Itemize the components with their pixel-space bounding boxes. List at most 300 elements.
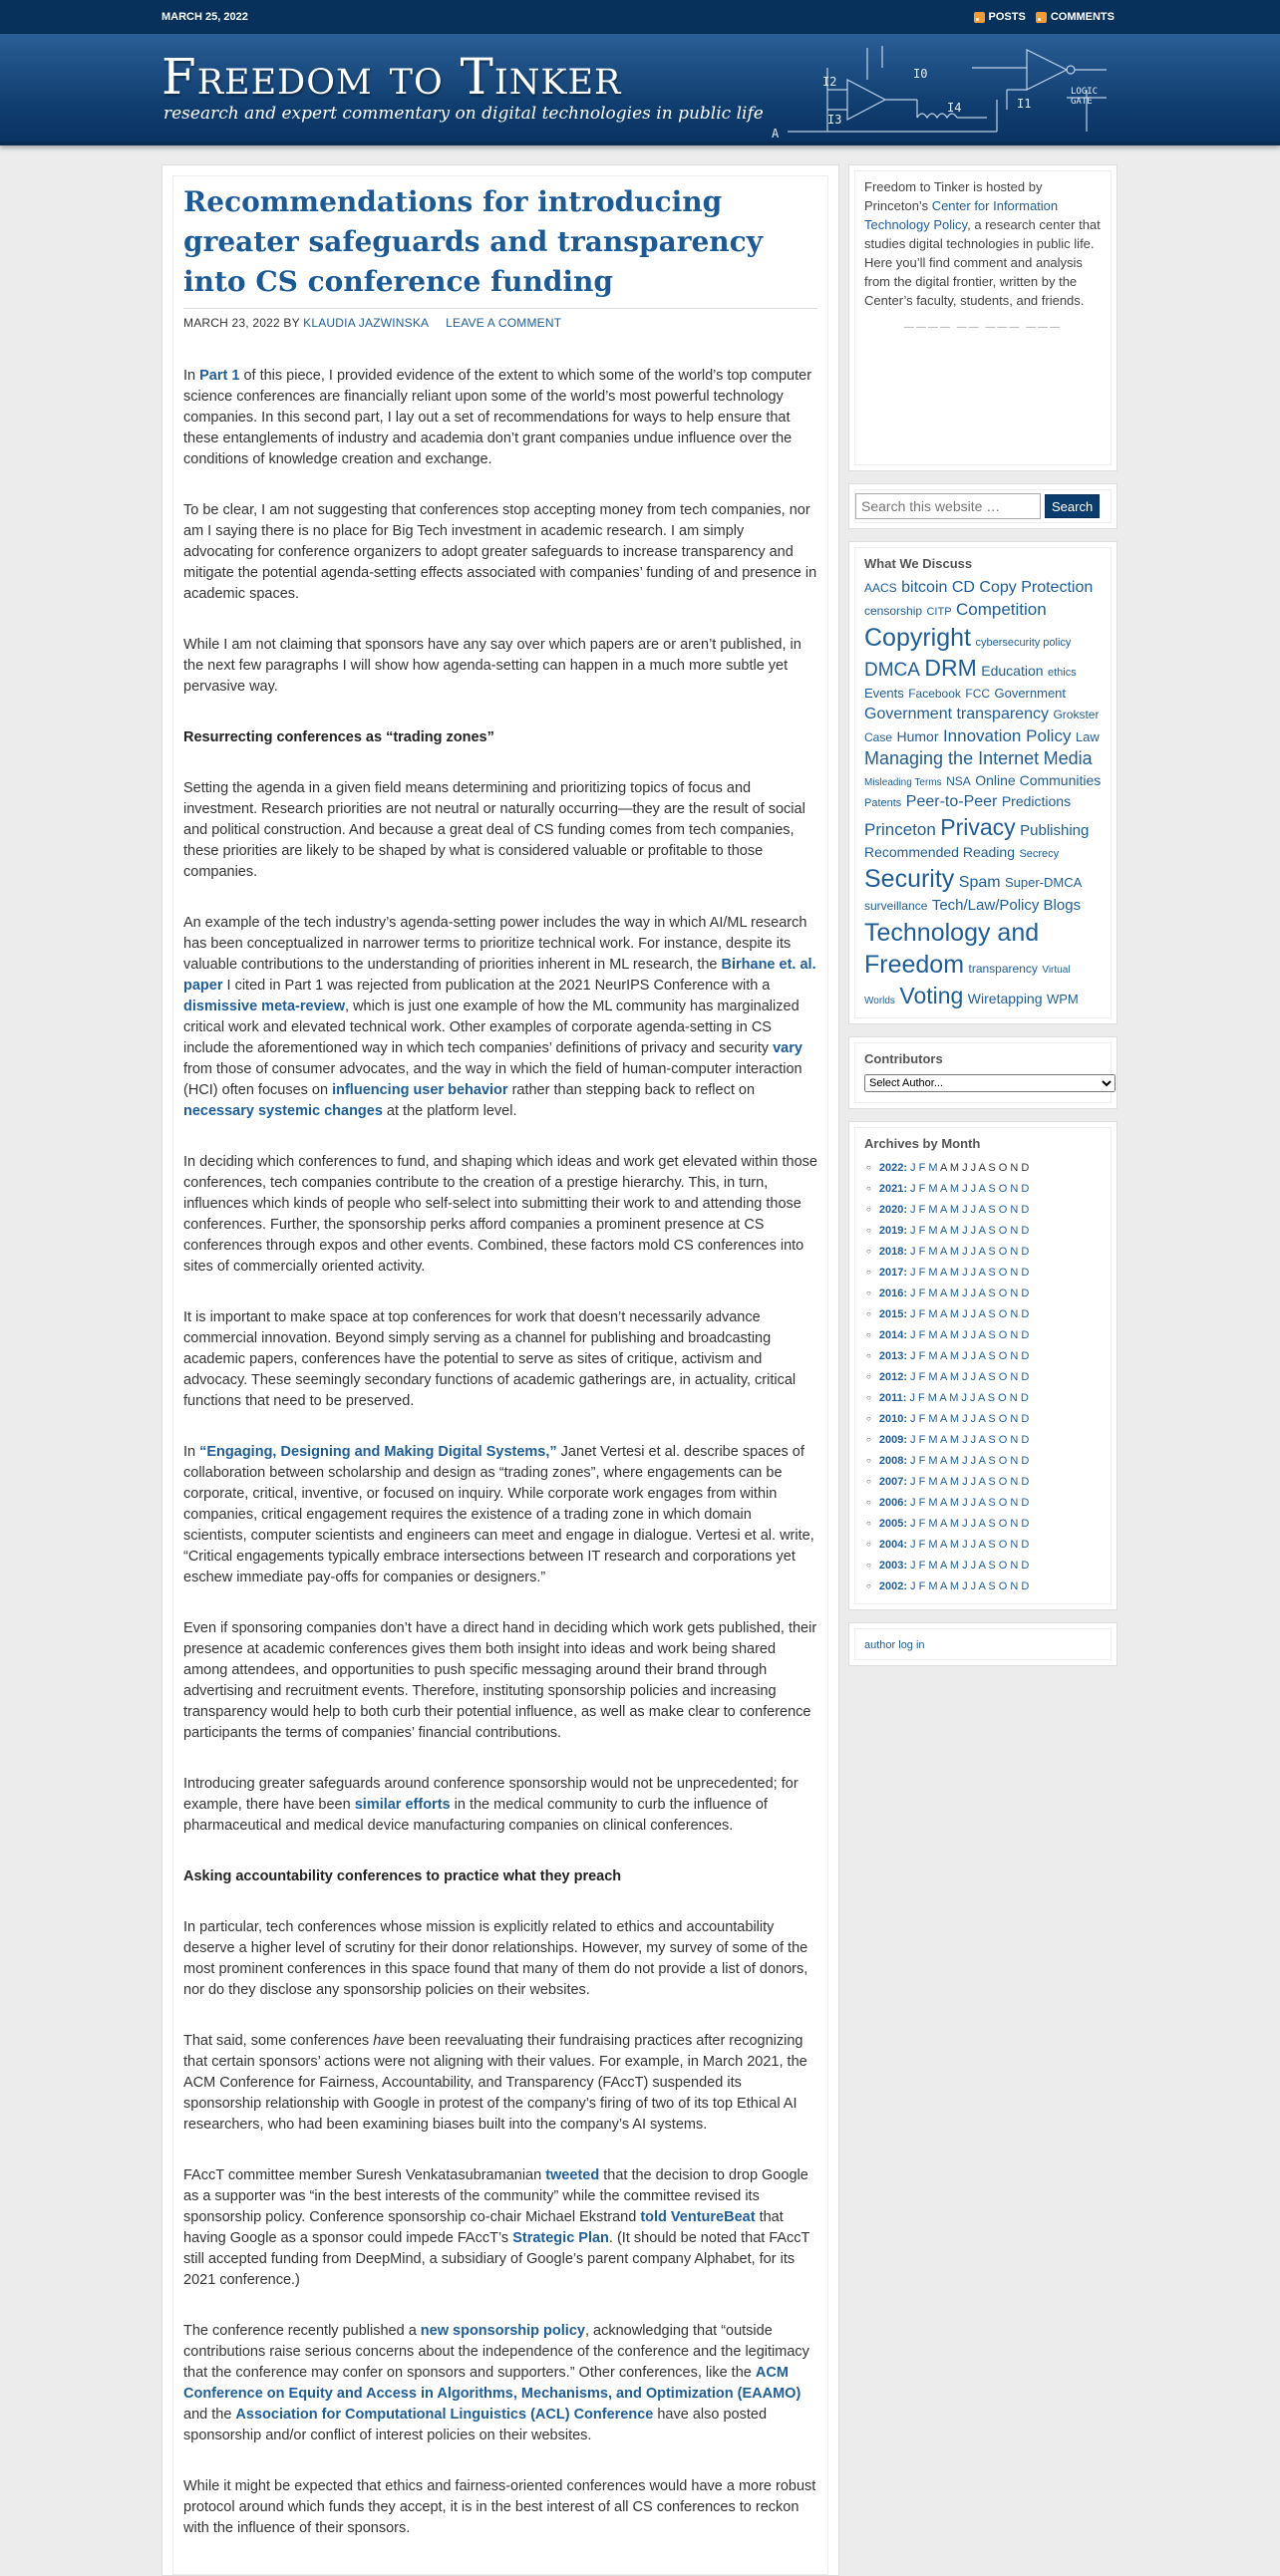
tag-link[interactable]: NSA xyxy=(946,774,971,789)
archive-month-link[interactable]: J xyxy=(910,1517,916,1530)
archive-month-link[interactable]: A xyxy=(978,1349,986,1362)
archive-month-link[interactable]: F xyxy=(918,1454,926,1467)
tag-link[interactable]: Recommended Reading xyxy=(864,843,1015,860)
archive-month-link[interactable]: J xyxy=(962,1538,968,1551)
tag-link[interactable]: DMCA xyxy=(864,660,920,682)
archive-month-link[interactable]: N xyxy=(1010,1579,1019,1592)
archive-month-link[interactable]: A xyxy=(978,1370,986,1383)
archive-month-link[interactable]: F xyxy=(918,1349,926,1362)
archive-month-link[interactable]: D xyxy=(1021,1579,1030,1592)
tag-link[interactable]: Innovation Policy xyxy=(942,725,1072,745)
archive-year-link[interactable]: 2015: xyxy=(878,1307,907,1320)
tag-link[interactable]: Technology and Freedom xyxy=(864,918,1040,980)
archive-month-link[interactable]: J xyxy=(970,1433,977,1446)
archive-month-link[interactable]: D xyxy=(1021,1559,1030,1572)
archive-month-link[interactable]: F xyxy=(918,1182,926,1195)
archive-month-link[interactable]: J xyxy=(910,1224,916,1237)
tag-link[interactable]: Patents xyxy=(864,796,902,809)
archive-month-link[interactable]: N xyxy=(1010,1412,1019,1425)
archive-month-link[interactable]: M xyxy=(928,1328,938,1341)
archive-month-link[interactable]: O xyxy=(998,1349,1008,1362)
archive-month-link[interactable]: M xyxy=(949,1496,959,1509)
archive-month-link[interactable]: J xyxy=(910,1245,916,1258)
archive-month-link[interactable]: M xyxy=(949,1245,959,1258)
archive-month-link[interactable]: M xyxy=(949,1391,959,1404)
archive-year-link[interactable]: 2018: xyxy=(878,1245,907,1258)
leave-comment-link[interactable]: LEAVE A COMMENT xyxy=(446,316,562,330)
archive-month-link[interactable]: S xyxy=(988,1454,996,1467)
archive-month-link[interactable]: A xyxy=(940,1328,947,1341)
archive-month-link[interactable]: F xyxy=(918,1579,926,1592)
archive-month-link[interactable]: M xyxy=(949,1454,959,1467)
archive-month-link[interactable]: A xyxy=(940,1496,947,1509)
archive-month-link[interactable]: M xyxy=(949,1287,959,1299)
archive-month-link[interactable]: F xyxy=(918,1370,926,1383)
archive-month-link[interactable]: J xyxy=(910,1182,916,1195)
archive-month-link[interactable]: J xyxy=(970,1245,977,1258)
archive-month-link[interactable]: J xyxy=(962,1245,968,1258)
archive-month-link[interactable]: A xyxy=(940,1559,947,1572)
archive-month-link[interactable]: M xyxy=(928,1287,938,1299)
archive-month-link[interactable]: J xyxy=(970,1517,977,1530)
archive-month-link[interactable]: J xyxy=(910,1328,916,1341)
archive-year-link[interactable]: 2019: xyxy=(878,1224,907,1237)
archive-month-link[interactable]: M xyxy=(949,1266,959,1279)
archive-month-link[interactable]: M xyxy=(928,1224,938,1237)
archive-month-link[interactable]: M xyxy=(949,1475,959,1488)
eaamo-link[interactable]: ACM Conference on Equity and Access in Algorithms, Mechanisms, and Optimization (EAAMO) xyxy=(183,2365,801,2402)
tag-link[interactable]: Events xyxy=(864,685,904,701)
archive-month-link[interactable]: D xyxy=(1021,1412,1030,1425)
archive-month-link[interactable]: F xyxy=(918,1245,926,1258)
archive-month-link[interactable]: M xyxy=(949,1224,959,1237)
tag-link[interactable]: censorship xyxy=(864,603,923,618)
citp-link[interactable]: Center for Information Technology Policy xyxy=(864,198,1059,232)
archive-month-link[interactable]: N xyxy=(1010,1182,1019,1195)
archive-month-link[interactable]: J xyxy=(910,1579,916,1592)
archive-month-link[interactable]: O xyxy=(998,1370,1008,1383)
archive-month-link[interactable]: D xyxy=(1021,1454,1030,1467)
archive-month-link[interactable]: M xyxy=(949,1433,959,1446)
archive-month-link[interactable]: N xyxy=(1010,1203,1019,1216)
engaging-designing-link[interactable]: “Engaging, Designing and Making Digital Systems,” xyxy=(199,1444,557,1460)
archive-month-link[interactable]: S xyxy=(988,1266,996,1279)
archive-month-link[interactable]: A xyxy=(940,1433,947,1446)
archive-month-link[interactable]: A xyxy=(978,1412,986,1425)
archive-month-link[interactable]: A xyxy=(978,1579,986,1592)
similar-efforts-link[interactable]: similar efforts xyxy=(354,1797,451,1813)
archive-month-link[interactable]: O xyxy=(998,1224,1008,1237)
archive-month-link[interactable]: S xyxy=(988,1287,996,1299)
archive-month-link[interactable]: A xyxy=(978,1559,986,1572)
archive-year-link[interactable]: 2004: xyxy=(878,1538,907,1551)
archive-month-link[interactable]: J xyxy=(962,1433,968,1446)
archive-month-link[interactable]: J xyxy=(961,1391,967,1404)
tag-link[interactable]: Online Communities xyxy=(975,772,1102,789)
tag-link[interactable]: Peer-to-Peer xyxy=(905,792,998,810)
archive-month-link[interactable]: O xyxy=(998,1182,1008,1195)
archive-year-link[interactable]: 2008: xyxy=(878,1454,907,1467)
archive-month-link[interactable]: S xyxy=(988,1559,996,1572)
archive-month-link[interactable]: F xyxy=(918,1328,926,1341)
author-login-link[interactable]: author log in xyxy=(864,1638,925,1651)
archive-month-link[interactable]: F xyxy=(918,1412,926,1425)
archive-month-link[interactable]: A xyxy=(978,1538,986,1551)
archive-year-link[interactable]: 2010: xyxy=(878,1412,907,1425)
archive-month-link[interactable]: A xyxy=(940,1412,947,1425)
archive-month-link[interactable]: N xyxy=(1009,1391,1018,1404)
archive-month-link[interactable]: J xyxy=(970,1559,977,1572)
archive-month-link[interactable]: A xyxy=(977,1391,985,1404)
archive-month-link[interactable]: A xyxy=(940,1224,947,1237)
archive-month-link[interactable]: D xyxy=(1021,1266,1030,1279)
archive-month-link[interactable]: D xyxy=(1021,1245,1030,1258)
author-select[interactable] xyxy=(864,1074,1116,1092)
tag-link[interactable]: Facebook xyxy=(908,686,961,701)
archive-month-link[interactable]: N xyxy=(1010,1517,1019,1530)
archive-month-link[interactable]: F xyxy=(918,1161,926,1174)
archive-month-link[interactable]: N xyxy=(1010,1496,1019,1509)
archive-year-link[interactable]: 2011: xyxy=(878,1391,907,1404)
archive-month-link[interactable]: M xyxy=(928,1517,938,1530)
archive-month-link[interactable]: S xyxy=(988,1328,996,1341)
archive-month-link[interactable]: J xyxy=(970,1182,977,1195)
archive-month-link[interactable]: M xyxy=(928,1496,938,1509)
archive-month-link[interactable]: M xyxy=(949,1328,959,1341)
archive-month-link[interactable]: D xyxy=(1020,1391,1029,1404)
tag-link[interactable]: Education xyxy=(981,663,1044,680)
archive-month-link[interactable]: M xyxy=(949,1182,959,1195)
archive-month-link[interactable]: N xyxy=(1010,1433,1019,1446)
archive-month-link[interactable]: D xyxy=(1021,1475,1030,1488)
archive-month-link[interactable]: M xyxy=(928,1182,938,1195)
archive-month-link[interactable]: F xyxy=(918,1266,926,1279)
archive-month-link[interactable]: M xyxy=(927,1391,937,1404)
archive-month-link[interactable]: N xyxy=(1010,1559,1019,1572)
archive-year-link[interactable]: 2006: xyxy=(878,1496,907,1509)
archive-month-link[interactable]: N xyxy=(1010,1224,1019,1237)
archive-month-link[interactable]: J xyxy=(962,1349,968,1362)
archive-month-link[interactable]: A xyxy=(940,1475,947,1488)
archive-month-link[interactable]: A xyxy=(978,1266,986,1279)
tag-link[interactable]: surveillance xyxy=(864,898,928,913)
archive-month-link[interactable]: M xyxy=(949,1579,959,1592)
archive-month-link[interactable]: M xyxy=(949,1517,959,1530)
archive-month-link[interactable]: D xyxy=(1021,1496,1030,1509)
tag-link[interactable]: Spam xyxy=(958,874,1001,892)
archive-month-link[interactable]: O xyxy=(998,1245,1008,1258)
archive-month-link[interactable]: J xyxy=(910,1370,916,1383)
archive-month-link[interactable]: J xyxy=(962,1496,968,1509)
archive-month-link[interactable]: D xyxy=(1021,1370,1030,1383)
archive-month-link[interactable]: J xyxy=(970,1203,977,1216)
archive-month-link[interactable]: J xyxy=(962,1266,968,1279)
acl-link[interactable]: Association for Computational Linguistics (ACL) Conference xyxy=(235,2407,654,2423)
archive-month-link[interactable]: O xyxy=(998,1266,1008,1279)
archive-month-link[interactable]: J xyxy=(910,1454,916,1467)
archive-month-link[interactable]: M xyxy=(928,1307,938,1320)
archive-month-link[interactable]: O xyxy=(998,1433,1008,1446)
archive-month-link[interactable]: S xyxy=(987,1391,996,1404)
archive-month-link[interactable]: J xyxy=(962,1203,968,1216)
archive-month-link[interactable]: A xyxy=(978,1454,986,1467)
archive-month-link[interactable]: F xyxy=(918,1559,926,1572)
search-input[interactable] xyxy=(855,493,1041,519)
archive-month-link[interactable]: N xyxy=(1010,1266,1019,1279)
archive-month-link[interactable]: M xyxy=(949,1412,959,1425)
archive-month-link[interactable]: S xyxy=(988,1182,996,1195)
archive-month-link[interactable]: S xyxy=(988,1579,996,1592)
site-title[interactable]: Freedom to Tinker xyxy=(161,48,622,106)
archive-year-link[interactable]: 2016: xyxy=(878,1287,907,1299)
archive-month-link[interactable]: A xyxy=(939,1391,947,1404)
archive-month-link[interactable]: A xyxy=(940,1579,947,1592)
archive-month-link[interactable]: M xyxy=(949,1370,959,1383)
archive-month-link[interactable]: F xyxy=(918,1203,926,1216)
archive-month-link[interactable]: A xyxy=(940,1538,947,1551)
systemic-changes-link[interactable]: necessary systemic changes xyxy=(183,1103,383,1119)
archive-month-link[interactable]: D xyxy=(1021,1349,1030,1362)
tag-link[interactable]: Humor xyxy=(896,727,939,744)
archive-year-link[interactable]: 2021: xyxy=(878,1182,907,1195)
archive-month-link[interactable]: J xyxy=(970,1391,976,1404)
archive-month-link[interactable]: J xyxy=(910,1161,916,1174)
archive-month-link[interactable]: O xyxy=(998,1517,1008,1530)
archive-month-link[interactable]: A xyxy=(940,1287,947,1299)
archive-month-link[interactable]: J xyxy=(910,1538,916,1551)
comments-feed-link[interactable] xyxy=(1036,11,1115,23)
archive-month-link[interactable]: M xyxy=(949,1559,959,1572)
archive-month-link[interactable]: F xyxy=(918,1496,926,1509)
archive-month-link[interactable]: A xyxy=(978,1203,986,1216)
archive-month-link[interactable]: A xyxy=(940,1349,947,1362)
archive-month-link[interactable]: J xyxy=(910,1496,916,1509)
archive-month-link[interactable]: J xyxy=(970,1224,977,1237)
archive-month-link[interactable]: D xyxy=(1021,1203,1030,1216)
archive-month-link[interactable]: S xyxy=(988,1475,996,1488)
archive-month-link[interactable]: O xyxy=(998,1538,1008,1551)
archive-month-link[interactable]: A xyxy=(940,1370,947,1383)
posts-feed-link[interactable] xyxy=(974,11,1026,23)
archive-year-link[interactable]: 2022: xyxy=(878,1161,907,1174)
part-1-link[interactable]: Part 1 xyxy=(199,368,240,384)
archive-month-link[interactable]: M xyxy=(928,1349,938,1362)
archive-month-link[interactable]: A xyxy=(978,1245,986,1258)
tag-link[interactable]: AACS xyxy=(864,581,897,595)
tag-link[interactable]: Princeton xyxy=(864,819,936,839)
archive-month-link[interactable]: M xyxy=(949,1349,959,1362)
tag-link[interactable]: transparency xyxy=(968,962,1038,977)
archive-month-link[interactable]: M xyxy=(928,1161,938,1174)
archive-year-link[interactable]: 2020: xyxy=(878,1203,907,1216)
archive-month-link[interactable]: S xyxy=(988,1203,996,1216)
archive-year-link[interactable]: 2017: xyxy=(878,1266,907,1279)
archive-month-link[interactable]: J xyxy=(962,1328,968,1341)
archive-month-link[interactable]: M xyxy=(928,1412,938,1425)
archive-month-link[interactable]: O xyxy=(998,1475,1008,1488)
tag-link[interactable]: DRM xyxy=(924,655,977,682)
archive-month-link[interactable]: M xyxy=(928,1559,938,1572)
tag-link[interactable]: Law xyxy=(1075,728,1100,744)
archive-month-link[interactable]: J xyxy=(910,1266,916,1279)
tweeted-link[interactable]: tweeted xyxy=(545,2167,600,2183)
archive-month-link[interactable]: J xyxy=(962,1412,968,1425)
tag-link[interactable]: Tech/Law/Policy Blogs xyxy=(931,896,1082,914)
archive-month-link[interactable]: J xyxy=(970,1538,977,1551)
vary-link[interactable]: vary xyxy=(773,1040,802,1056)
tag-link[interactable]: Government transparency xyxy=(864,705,1049,722)
archive-month-link[interactable]: O xyxy=(998,1559,1008,1572)
archive-month-link[interactable]: F xyxy=(918,1307,926,1320)
archive-month-link[interactable]: S xyxy=(988,1245,996,1258)
meta-review-link[interactable]: dismissive meta-review xyxy=(183,999,346,1014)
archive-month-link[interactable]: S xyxy=(988,1517,996,1530)
archive-month-link[interactable]: N xyxy=(1010,1454,1019,1467)
archive-month-link[interactable]: S xyxy=(988,1496,996,1509)
archive-month-link[interactable]: N xyxy=(1010,1370,1019,1383)
archive-month-link[interactable]: O xyxy=(998,1287,1008,1299)
tag-link[interactable]: Secrecy xyxy=(1019,847,1060,860)
archive-month-link[interactable]: S xyxy=(988,1538,996,1551)
archive-month-link[interactable]: D xyxy=(1021,1433,1030,1446)
archive-month-link[interactable]: A xyxy=(978,1182,986,1195)
tag-link[interactable]: CITP xyxy=(926,605,952,618)
strategic-plan-link[interactable]: Strategic Plan xyxy=(512,2230,609,2246)
archive-month-link[interactable]: M xyxy=(949,1203,959,1216)
archive-month-link[interactable]: M xyxy=(928,1538,938,1551)
archive-year-link[interactable]: 2002: xyxy=(878,1579,907,1592)
archive-month-link[interactable]: J xyxy=(970,1475,977,1488)
archive-month-link[interactable]: N xyxy=(1010,1349,1019,1362)
archive-month-link[interactable]: J xyxy=(910,1349,916,1362)
archive-month-link[interactable]: A xyxy=(978,1475,986,1488)
tag-link[interactable]: Competition xyxy=(956,599,1047,619)
archive-month-link[interactable]: J xyxy=(970,1496,977,1509)
archive-month-link[interactable]: M xyxy=(928,1454,938,1467)
tag-link[interactable]: Media xyxy=(1043,748,1093,769)
archive-month-link[interactable]: M xyxy=(949,1307,959,1320)
archive-month-link[interactable]: S xyxy=(988,1370,996,1383)
archive-month-link[interactable]: D xyxy=(1021,1517,1030,1530)
tag-link[interactable]: Virtual Worlds xyxy=(864,965,1071,1006)
archive-month-link[interactable]: F xyxy=(918,1475,926,1488)
venturebeat-link[interactable]: told VentureBeat xyxy=(640,2209,756,2225)
archive-month-link[interactable]: J xyxy=(962,1182,968,1195)
archive-month-link[interactable]: A xyxy=(940,1203,947,1216)
archive-month-link[interactable]: M xyxy=(928,1245,938,1258)
archive-month-link[interactable]: A xyxy=(940,1517,947,1530)
tag-link[interactable]: CD Copy Protection xyxy=(951,579,1094,596)
archive-month-link[interactable]: J xyxy=(962,1579,968,1592)
tag-link[interactable]: Government xyxy=(994,685,1067,701)
archive-month-link[interactable]: O xyxy=(998,1496,1008,1509)
archive-month-link[interactable]: A xyxy=(978,1328,986,1341)
archive-month-link[interactable]: J xyxy=(970,1370,977,1383)
archive-month-link[interactable]: N xyxy=(1010,1328,1019,1341)
archive-month-link[interactable]: F xyxy=(918,1224,926,1237)
archive-month-link[interactable]: M xyxy=(949,1538,959,1551)
archive-month-link[interactable]: J xyxy=(970,1307,977,1320)
tag-link[interactable]: ethics xyxy=(1047,667,1077,680)
archive-month-link[interactable]: A xyxy=(978,1496,986,1509)
archive-year-link[interactable]: 2005: xyxy=(878,1517,907,1530)
archive-month-link[interactable]: A xyxy=(940,1245,947,1258)
tag-link[interactable]: Privacy xyxy=(940,813,1016,840)
tag-link[interactable]: Super-DMCA xyxy=(1005,875,1083,891)
tag-link[interactable]: bitcoin xyxy=(901,579,948,596)
archive-month-link[interactable]: J xyxy=(910,1412,916,1425)
archive-month-link[interactable]: D xyxy=(1021,1182,1030,1195)
archive-month-link[interactable]: N xyxy=(1010,1475,1019,1488)
archive-month-link[interactable]: J xyxy=(910,1307,916,1320)
archive-month-link[interactable]: D xyxy=(1021,1538,1030,1551)
archive-month-link[interactable]: J xyxy=(970,1266,977,1279)
archive-month-link[interactable]: J xyxy=(910,1559,916,1572)
archive-year-link[interactable]: 2009: xyxy=(878,1433,907,1446)
tag-link[interactable]: Voting xyxy=(899,982,964,1008)
archive-month-link[interactable]: J xyxy=(970,1412,977,1425)
archive-month-link[interactable]: J xyxy=(910,1203,916,1216)
archive-month-link[interactable]: A xyxy=(940,1454,947,1467)
archive-month-link[interactable]: S xyxy=(988,1412,996,1425)
archive-month-link[interactable]: J xyxy=(962,1454,968,1467)
archive-month-link[interactable]: F xyxy=(918,1538,926,1551)
archive-month-link[interactable]: N xyxy=(1010,1287,1019,1299)
sponsorship-policy-link[interactable]: new sponsorship policy xyxy=(420,2323,585,2339)
archive-month-link[interactable]: D xyxy=(1021,1287,1030,1299)
archive-month-link[interactable]: D xyxy=(1021,1328,1030,1341)
archive-month-link[interactable]: A xyxy=(940,1266,947,1279)
archive-month-link[interactable]: S xyxy=(988,1307,996,1320)
archive-month-link[interactable]: J xyxy=(910,1433,916,1446)
archive-month-link[interactable]: J xyxy=(962,1559,968,1572)
archive-month-link[interactable]: J xyxy=(962,1224,968,1237)
search-button[interactable]: Search xyxy=(1045,494,1100,518)
archive-month-link[interactable]: A xyxy=(978,1307,986,1320)
archive-month-link[interactable]: O xyxy=(998,1454,1008,1467)
influencing-user-behavior-link[interactable]: influencing user behavior xyxy=(332,1082,508,1098)
archive-month-link[interactable]: A xyxy=(940,1182,947,1195)
tag-link[interactable]: FCC xyxy=(965,686,991,701)
archive-month-link[interactable]: J xyxy=(970,1579,977,1592)
archive-month-link[interactable]: A xyxy=(978,1433,986,1446)
archive-month-link[interactable]: N xyxy=(1010,1245,1019,1258)
archive-month-link[interactable]: F xyxy=(918,1517,926,1530)
archive-year-link[interactable]: 2014: xyxy=(878,1328,907,1341)
archive-month-link[interactable]: O xyxy=(998,1579,1008,1592)
archive-month-link[interactable]: S xyxy=(988,1224,996,1237)
archive-month-link[interactable]: J xyxy=(910,1287,916,1299)
archive-month-link[interactable]: M xyxy=(928,1475,938,1488)
archive-month-link[interactable]: J xyxy=(910,1475,916,1488)
archive-month-link[interactable]: J xyxy=(970,1454,977,1467)
archive-month-link[interactable]: F xyxy=(918,1433,926,1446)
archive-month-link[interactable]: S xyxy=(988,1349,996,1362)
archive-month-link[interactable]: M xyxy=(928,1579,938,1592)
archive-month-link[interactable]: M xyxy=(928,1203,938,1216)
archive-month-link[interactable]: A xyxy=(978,1224,986,1237)
tag-link[interactable]: Wiretapping xyxy=(967,990,1043,1006)
archive-month-link[interactable]: D xyxy=(1021,1224,1030,1237)
archive-month-link[interactable]: J xyxy=(962,1475,968,1488)
archive-month-link[interactable]: M xyxy=(928,1433,938,1446)
archive-year-link[interactable]: 2003: xyxy=(878,1559,907,1572)
tag-link[interactable]: WPM xyxy=(1046,991,1079,1006)
archive-month-link[interactable]: S xyxy=(988,1433,996,1446)
archive-month-link[interactable]: O xyxy=(998,1203,1008,1216)
archive-month-link[interactable]: N xyxy=(1010,1538,1019,1551)
archive-month-link[interactable]: D xyxy=(1021,1307,1030,1320)
